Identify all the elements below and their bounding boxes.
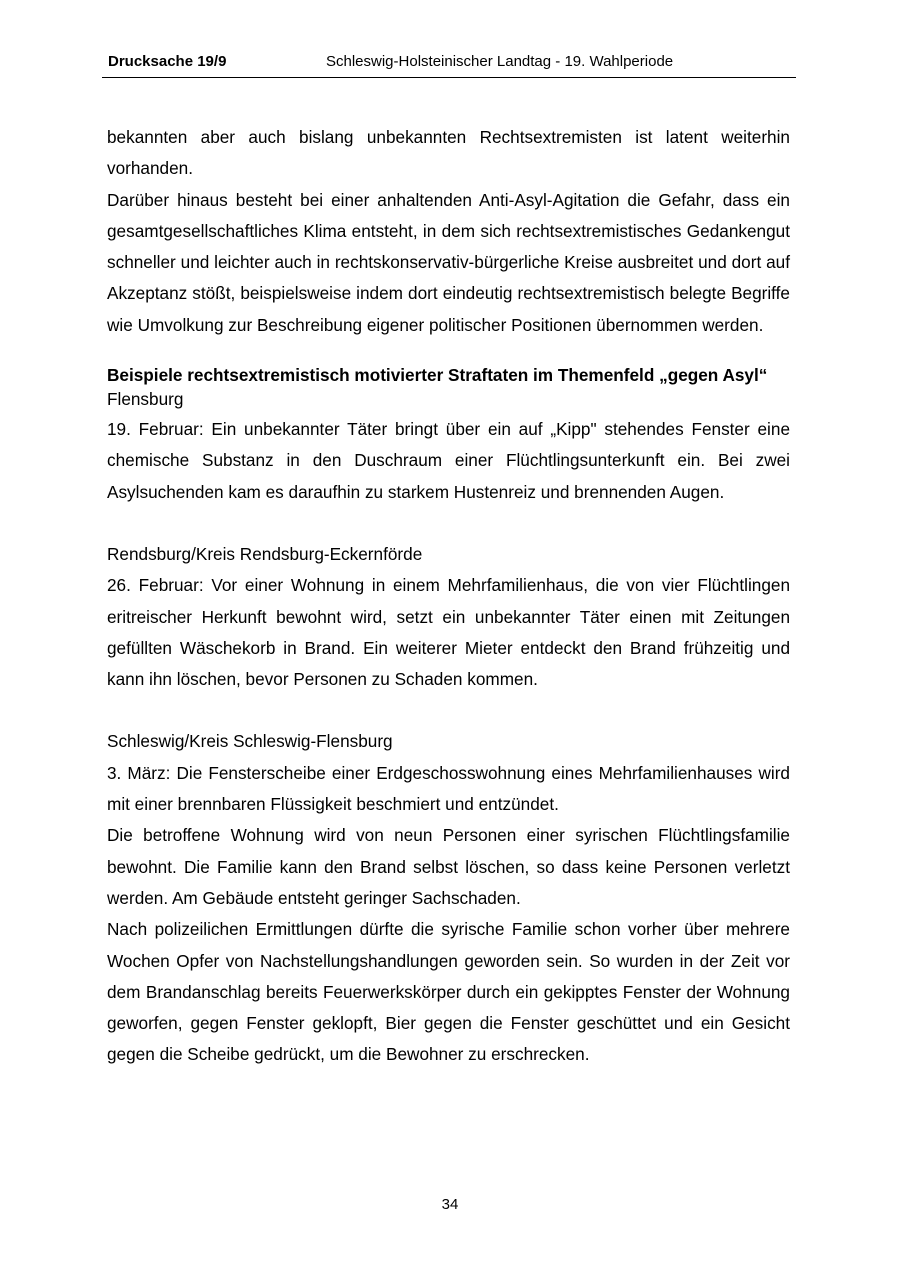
case-paragraph: Nach polizeilichen Ermittlungen dürfte die syrische Familie schon vorher über mehrere Wochen Opfer von Nachstellungshandlungen geworden sein. So wurden in der Zeit vor dem Brandanschlag bereits Feuerwerkskörper durch ein gekipptes Fenster der Wohnung geworfen, gegen Fenster geklopft, Bier gegen die Fenster geschüttet und ein Gesicht gegen die Scheibe gedrückt, um die Bewohner zu erschrecken. (107, 919, 790, 1065)
case-place: Schleswig/Kreis Schleswig-Flensburg (107, 731, 393, 752)
body-paragraph: bekannten aber auch bislang unbekannten Rechtsextremisten ist latent weiterhin vorhanden. (107, 127, 790, 179)
document-title: Schleswig-Holsteinischer Landtag - 19. Wahlperiode (326, 53, 674, 70)
spacer (107, 341, 790, 365)
page-body (107, 122, 790, 1071)
case-paragraph: 26. Februar: Vor einer Wohnung in einem Mehrfamilienhaus, die von vier Flüchtlingen eritreischer Herkunft bewohnt wird, setzt ein unbekannter Täter einen mit Zeitungen gefüllten Wäschekorb in Brand. Ein weiterer Mieter entdeckt den Brand frühzeitig und kann ihn löschen, bevor Personen zu Schaden kommen. (107, 575, 790, 690)
page-number: 34 (441, 1196, 459, 1213)
body-paragraph: Darüber hinaus besteht bei einer anhaltenden Anti-Asyl-Agitation die Gefahr, dass ein gesamtgesellschaftliches Klima entsteht, in dem sich rechtsextremistisches Gedankengut schneller und leichter auch in rechtskonservativ-bürgerliche Kreise ausbreitet und dort auf Akzeptanz stößt, beispielsweise indem dort eindeutig rechtsextremistisch belegte Begriffe wie Umvolkung zur Beschreibung eigener politischer Positionen übernommen werden. (107, 189, 790, 335)
case-paragraph: 3. März: Die Fensterscheibe einer Erdgeschosswohnung eines Mehrfamilienhauses wird mit einer brennbaren Flüssigkeit beschmiert und entzündet. (107, 762, 790, 815)
case-place: Flensburg (107, 389, 184, 410)
spacer (107, 508, 790, 539)
case-paragraph: 19. Februar: Ein unbekannter Täter bringt über ein auf „Kipp" stehendes Fenster eine chemische Substanz in den Duschraum einer Flüchtlingsunterkunft ein. Bei zwei Asylsuchenden kam es daraufhin zu starkem Hustenreiz und brennenden Augen. (107, 419, 790, 502)
page-header (102, 52, 796, 78)
spacer (107, 695, 790, 726)
section-heading: Beispiele rechtsextremistisch motivierter Straftaten im Themenfeld „gegen Asyl“ (107, 365, 768, 386)
case-paragraph: Die betroffene Wohnung wird von neun Personen einer syrischen Flüchtlingsfamilie bewohnt. Die Familie kann den Brand selbst löschen, so dass keine Personen verletzt werden. Am Gebäude entsteht geringer Sachschaden. (107, 825, 790, 908)
document-number: Drucksache 19/9 (108, 53, 227, 70)
case-place: Rendsburg/Kreis Rendsburg-Eckernförde (107, 543, 423, 564)
